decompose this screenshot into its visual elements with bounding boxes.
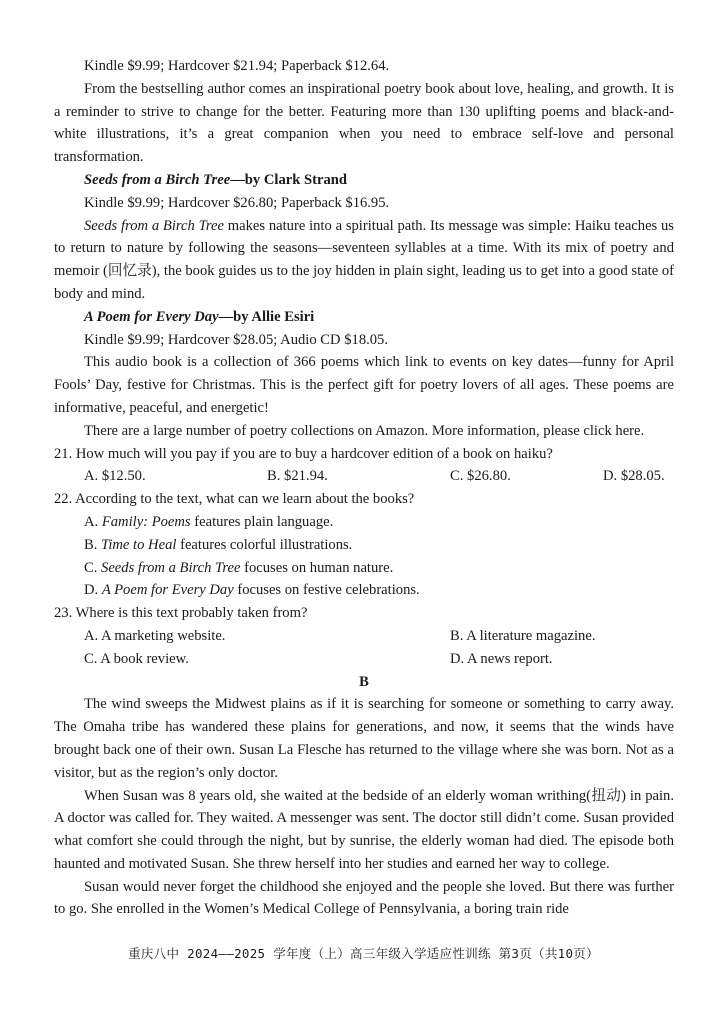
option-a: A. $12.50. (84, 468, 146, 485)
book3-description: This audio book is a collection of 366 poems which link to events on key dates—funny for April Fools’ Day, festive for Christmas. This is the perfect gift for poetry lovers of all ages. These poems are informative, peaceful, and energetic! (54, 354, 674, 416)
q22-option-c (54, 557, 674, 580)
option-text: features plain language. (190, 513, 334, 530)
book1-description: From the bestselling author comes an inspirational poetry book about love, healing, and growth. It is a reminder to strive to change for the better. Featuring more than 130 uplifting poems and black-and-white illustrations, it’s a great companion when you need to embrace self-love and personal transformation. (54, 80, 674, 166)
option-book-title: Family: Poems (101, 513, 191, 530)
book3-heading (54, 306, 674, 329)
option-letter: D. (84, 582, 102, 599)
passage-b-paragraph-1: The wind sweeps the Midwest plains as if it is searching for someone or something to carry away. The Omaha tribe has wandered these plains for generations, and now, it seems that the winds have brought back one of their own. Susan La Flesche has returned to the village where she was born. Not as a visitor, but as the region’s only doctor. (54, 696, 674, 781)
book2-description (54, 215, 674, 306)
book3-prices: Kindle $9.99; Hardcover $28.05; Audio CD $18.05. (84, 331, 389, 348)
option-book-title: A Poem for Every Day (101, 582, 234, 599)
option-letter: C. (84, 559, 102, 576)
q22-option-d (54, 579, 674, 602)
option-text: features colorful illustrations. (176, 536, 353, 553)
passage-b-paragraph-3: Susan would never forget the childhood she enjoyed and the people she loved. But there was further to go. She enrolled in the Women’s Medical College of Pennsylvania, a boring train ride (54, 878, 674, 918)
question-23-options-row1 (54, 625, 674, 648)
book3-author: —by Allie Esiri (218, 308, 315, 325)
book3-title: A Poem for Every Day (84, 308, 219, 325)
section-heading: B (359, 673, 369, 690)
book2-heading (54, 169, 674, 192)
option-letter: A. (84, 513, 102, 530)
question-21-options (54, 465, 674, 488)
option-b: B. $21.94. (267, 468, 328, 485)
page-footer: 重庆八中 2024——2025 学年度（上）高三年级入学适应性训练 第3页（共10页） (128, 946, 599, 961)
question-23: 23. Where is this text probably taken from? (54, 605, 308, 622)
option-text: focuses on festive celebrations. (233, 582, 420, 599)
question-22: 22. According to the text, what can we learn about the books? (54, 491, 415, 508)
book2-desc-title: Seeds from a Birch Tree (84, 217, 224, 234)
option-book-title: Time to Heal (101, 536, 177, 553)
option-c: C. A book review. (84, 650, 189, 667)
option-d: D. A news report. (450, 650, 553, 667)
document-page (54, 55, 674, 921)
book1-prices: Kindle $9.99; Hardcover $21.94; Paperback $12.64. (84, 58, 390, 74)
option-b: B. A literature magazine. (450, 627, 596, 644)
passage-b-paragraph-2: When Susan was 8 years old, she waited at the bedside of an elderly woman writhing(扭动) in pain. A doctor was called for. They waited. A messenger was sent. The doctor still didn’t come. Susan provided what comfort she could through the night, but by sunrise, the elderly woman had died. The episode both haunted and motivated Susan. She threw herself into her studies and earned her way to college. (54, 787, 674, 872)
question-23-options-row2 (54, 648, 674, 671)
closing-line: There are a large number of poetry collections on Amazon. More information, please click here. (84, 422, 645, 439)
book2-prices: Kindle $9.99; Hardcover $26.80; Paperback $16.95. (84, 194, 390, 211)
option-a: A. A marketing website. (84, 627, 226, 644)
book2-author: —by Clark Strand (230, 171, 347, 188)
option-letter: B. (84, 536, 102, 553)
q22-option-a (54, 511, 674, 534)
question-21: 21. How much will you pay if you are to buy a hardcover edition of a book on haiku? (54, 445, 553, 462)
book2-desc-text: makes nature into a spiritual path. Its message was simple: Haiku teaches us to return to nature by following the seasons—seventeen syllables at a time. With its mix of poetry and memoir (回忆录), the book guides us to the joy hidden in plain sight, leading us to get into a good state of body and mind. (54, 217, 674, 302)
option-book-title: Seeds from a Birch Tree (101, 559, 241, 576)
book2-title: Seeds from a Birch Tree (84, 171, 231, 188)
option-c: C. $26.80. (450, 468, 511, 485)
q22-option-b (54, 534, 674, 557)
option-text: focuses on human nature. (240, 559, 394, 576)
option-d: D. $28.05. (603, 468, 665, 485)
